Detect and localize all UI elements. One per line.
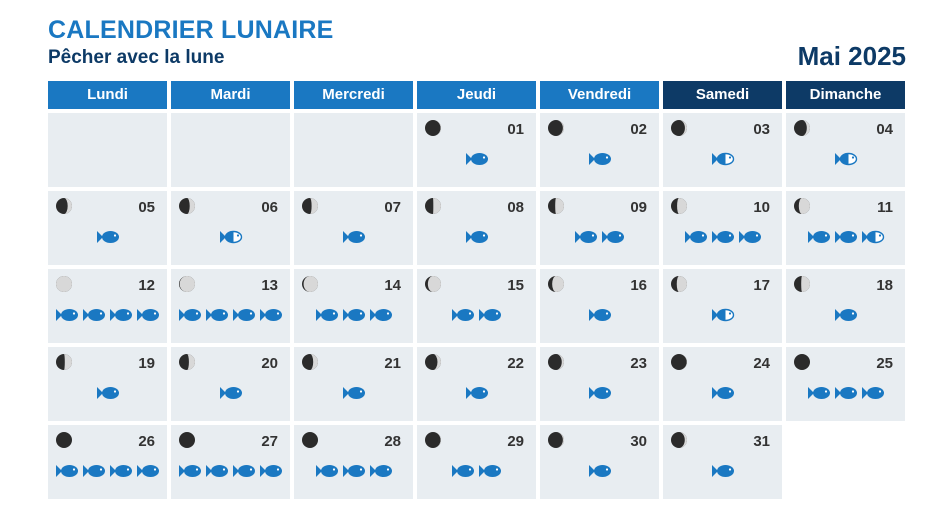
day-number: 27	[261, 433, 278, 450]
moon-phase-icon	[793, 353, 811, 371]
fish-icon	[834, 229, 858, 245]
day-cell[interactable]	[663, 347, 782, 421]
fish-icon	[82, 463, 106, 479]
fish-icon	[205, 463, 229, 479]
weekday-header-lundi: Lundi	[48, 81, 167, 109]
fish-icon	[465, 151, 489, 167]
moon-phase-icon	[178, 431, 196, 449]
day-cell[interactable]	[48, 347, 167, 421]
day-cell[interactable]	[786, 269, 905, 343]
day-number: 03	[753, 121, 770, 138]
fish-icon	[232, 307, 256, 323]
fish-icon	[205, 307, 229, 323]
half-fish-icon	[711, 151, 735, 167]
fish-icon	[342, 463, 366, 479]
fish-icon	[861, 385, 885, 401]
day-number: 05	[138, 199, 155, 216]
moon-phase-icon	[670, 275, 688, 293]
day-number: 31	[753, 433, 770, 450]
fish-icon	[451, 463, 475, 479]
day-cell[interactable]	[786, 191, 905, 265]
day-cell[interactable]	[417, 425, 536, 499]
fishing-rating	[540, 307, 659, 323]
fish-icon	[232, 463, 256, 479]
fish-icon	[588, 385, 612, 401]
day-number: 04	[876, 121, 893, 138]
moon-phase-icon	[670, 119, 688, 137]
moon-phase-icon	[424, 431, 442, 449]
fish-icon	[601, 229, 625, 245]
day-number: 06	[261, 199, 278, 216]
moon-phase-icon	[670, 197, 688, 215]
moon-phase-icon	[55, 431, 73, 449]
fish-icon	[588, 463, 612, 479]
fishing-rating	[786, 151, 905, 167]
day-number: 20	[261, 355, 278, 372]
day-cell[interactable]	[417, 269, 536, 343]
day-number: 19	[138, 355, 155, 372]
fish-icon	[684, 229, 708, 245]
fish-icon	[478, 463, 502, 479]
day-number: 13	[261, 277, 278, 294]
fish-icon	[807, 229, 831, 245]
fish-icon	[834, 307, 858, 323]
day-number: 23	[630, 355, 647, 372]
moon-phase-icon	[547, 197, 565, 215]
fish-icon	[82, 307, 106, 323]
day-cell[interactable]	[417, 113, 536, 187]
fish-icon	[738, 229, 762, 245]
day-number: 12	[138, 277, 155, 294]
weekday-header-jeudi: Jeudi	[417, 81, 536, 109]
calendar-subtitle: Pêcher avec la lune	[48, 47, 225, 68]
fish-icon	[588, 151, 612, 167]
day-number: 02	[630, 121, 647, 138]
day-number: 18	[876, 277, 893, 294]
fishing-rating	[171, 307, 290, 323]
fish-icon	[178, 463, 202, 479]
fishing-rating	[294, 463, 413, 479]
moon-phase-icon	[301, 353, 319, 371]
day-cell[interactable]	[294, 425, 413, 499]
day-number: 10	[753, 199, 770, 216]
moon-phase-icon	[793, 275, 811, 293]
empty-day-cell	[294, 113, 413, 187]
day-cell[interactable]	[48, 425, 167, 499]
day-number: 25	[876, 355, 893, 372]
day-cell[interactable]	[540, 269, 659, 343]
moon-phase-icon	[424, 275, 442, 293]
day-cell[interactable]	[786, 347, 905, 421]
fish-icon	[807, 385, 831, 401]
fishing-rating	[786, 229, 905, 245]
fish-icon	[259, 307, 283, 323]
fish-icon	[588, 307, 612, 323]
fish-icon	[136, 463, 160, 479]
fish-icon	[342, 229, 366, 245]
day-cell[interactable]	[540, 113, 659, 187]
day-number: 17	[753, 277, 770, 294]
day-number: 29	[507, 433, 524, 450]
fish-icon	[55, 463, 79, 479]
day-number: 15	[507, 277, 524, 294]
fishing-rating	[48, 307, 167, 323]
day-cell[interactable]	[663, 269, 782, 343]
fishing-rating	[48, 229, 167, 245]
weekday-header-samedi: Samedi	[663, 81, 782, 109]
fish-icon	[109, 307, 133, 323]
day-number: 09	[630, 199, 647, 216]
calendar-title: CALENDRIER LUNAIRE	[48, 16, 334, 44]
day-number: 07	[384, 199, 401, 216]
fishing-rating	[417, 463, 536, 479]
day-number: 14	[384, 277, 401, 294]
fish-icon	[478, 307, 502, 323]
day-number: 26	[138, 433, 155, 450]
moon-phase-icon	[301, 197, 319, 215]
day-cell[interactable]	[417, 347, 536, 421]
month-label: Mai 2025	[797, 41, 906, 71]
fish-icon	[342, 307, 366, 323]
weekday-header-dimanche: Dimanche	[786, 81, 905, 109]
weekday-header-mercredi: Mercredi	[294, 81, 413, 109]
half-fish-icon	[219, 229, 243, 245]
moon-phase-icon	[301, 431, 319, 449]
fish-icon	[369, 307, 393, 323]
fishing-rating	[417, 307, 536, 323]
fishing-rating	[294, 307, 413, 323]
fishing-rating	[540, 151, 659, 167]
half-fish-icon	[834, 151, 858, 167]
moon-phase-icon	[547, 431, 565, 449]
fishing-rating	[171, 385, 290, 401]
moon-phase-icon	[424, 197, 442, 215]
day-number: 24	[753, 355, 770, 372]
day-cell[interactable]	[786, 113, 905, 187]
fishing-rating	[663, 385, 782, 401]
fish-icon	[711, 229, 735, 245]
day-cell[interactable]	[663, 191, 782, 265]
half-fish-icon	[711, 307, 735, 323]
fishing-rating	[294, 385, 413, 401]
empty-day-cell	[171, 113, 290, 187]
moon-phase-icon	[55, 197, 73, 215]
day-cell[interactable]	[540, 425, 659, 499]
fishing-rating	[48, 463, 167, 479]
fishing-rating	[786, 385, 905, 401]
calendar-grid	[48, 81, 905, 503]
fish-icon	[55, 307, 79, 323]
half-fish-icon	[861, 229, 885, 245]
moon-phase-icon	[178, 197, 196, 215]
moon-phase-icon	[793, 119, 811, 137]
fish-icon	[96, 229, 120, 245]
day-number: 28	[384, 433, 401, 450]
day-cell[interactable]	[663, 113, 782, 187]
day-cell[interactable]	[294, 347, 413, 421]
fish-icon	[465, 229, 489, 245]
day-cell[interactable]	[540, 347, 659, 421]
fishing-rating	[663, 229, 782, 245]
moon-phase-icon	[670, 431, 688, 449]
fishing-rating	[48, 385, 167, 401]
fish-icon	[315, 463, 339, 479]
day-cell[interactable]	[294, 191, 413, 265]
day-number: 22	[507, 355, 524, 372]
day-cell[interactable]	[48, 191, 167, 265]
weekday-header-mardi: Mardi	[171, 81, 290, 109]
moon-phase-icon	[424, 119, 442, 137]
empty-day-cell	[48, 113, 167, 187]
day-cell[interactable]	[294, 269, 413, 343]
fishing-rating	[786, 307, 905, 323]
moon-phase-icon	[55, 353, 73, 371]
fish-icon	[574, 229, 598, 245]
day-number: 01	[507, 121, 524, 138]
day-cell[interactable]	[171, 425, 290, 499]
fishing-rating	[294, 229, 413, 245]
fishing-rating	[540, 385, 659, 401]
day-cell[interactable]	[417, 191, 536, 265]
weekday-header-vendredi: Vendredi	[540, 81, 659, 109]
fish-icon	[451, 307, 475, 323]
day-number: 16	[630, 277, 647, 294]
fishing-rating	[417, 229, 536, 245]
day-cell[interactable]	[171, 347, 290, 421]
fish-icon	[259, 463, 283, 479]
fish-icon	[136, 307, 160, 323]
day-number: 30	[630, 433, 647, 450]
moon-phase-icon	[547, 353, 565, 371]
fishing-rating	[417, 385, 536, 401]
day-number: 21	[384, 355, 401, 372]
moon-phase-icon	[55, 275, 73, 293]
moon-phase-icon	[670, 353, 688, 371]
fishing-rating	[171, 229, 290, 245]
fishing-rating	[171, 463, 290, 479]
moon-phase-icon	[547, 119, 565, 137]
fish-icon	[369, 463, 393, 479]
day-cell[interactable]	[663, 425, 782, 499]
day-number: 08	[507, 199, 524, 216]
moon-phase-icon	[424, 353, 442, 371]
fish-icon	[219, 385, 243, 401]
fish-icon	[711, 385, 735, 401]
day-cell[interactable]	[540, 191, 659, 265]
fish-icon	[178, 307, 202, 323]
fishing-rating	[540, 229, 659, 245]
moon-phase-icon	[178, 353, 196, 371]
fish-icon	[109, 463, 133, 479]
day-number: 11	[877, 199, 893, 216]
fish-icon	[342, 385, 366, 401]
fishing-rating	[417, 151, 536, 167]
fish-icon	[711, 463, 735, 479]
fish-icon	[96, 385, 120, 401]
fishing-rating	[663, 151, 782, 167]
fish-icon	[465, 385, 489, 401]
fish-icon	[834, 385, 858, 401]
moon-phase-icon	[178, 275, 196, 293]
fishing-rating	[663, 463, 782, 479]
day-cell[interactable]	[171, 269, 290, 343]
moon-phase-icon	[793, 197, 811, 215]
fish-icon	[315, 307, 339, 323]
day-cell[interactable]	[171, 191, 290, 265]
fishing-rating	[540, 463, 659, 479]
fishing-rating	[663, 307, 782, 323]
moon-phase-icon	[301, 275, 319, 293]
day-cell[interactable]	[48, 269, 167, 343]
moon-phase-icon	[547, 275, 565, 293]
